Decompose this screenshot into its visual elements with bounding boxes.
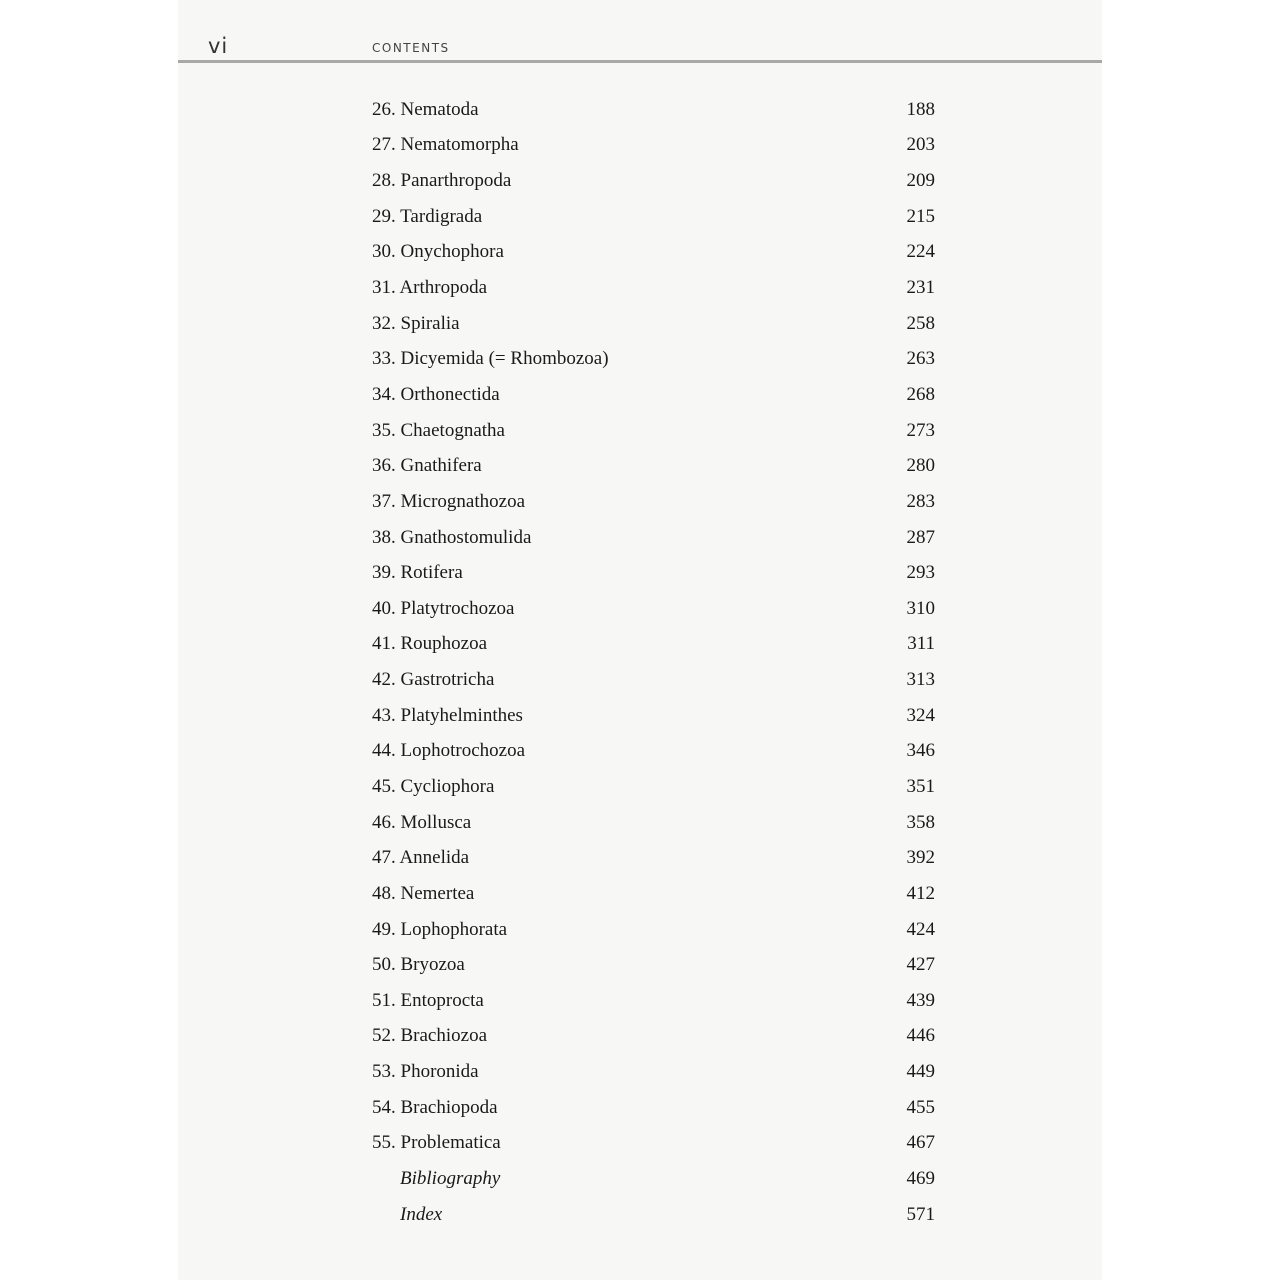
toc-entry-page: 209 bbox=[906, 170, 935, 192]
toc-entry bbox=[372, 662, 937, 698]
toc-entry-page: 283 bbox=[906, 490, 935, 512]
toc-entry-title: 37. Micrognathozoa bbox=[372, 490, 526, 512]
toc-entry-page: 263 bbox=[906, 348, 935, 370]
toc-entry bbox=[372, 341, 937, 377]
toc-entry-title: 42. Gastrotricha bbox=[372, 669, 495, 691]
toc-entry-page: 215 bbox=[906, 205, 935, 227]
toc-entry bbox=[372, 769, 937, 805]
toc-entry-title: 46. Mollusca bbox=[372, 811, 472, 833]
toc-entry-page: 469 bbox=[906, 1168, 935, 1190]
toc-entry-page: 351 bbox=[906, 775, 935, 797]
toc-entry bbox=[372, 413, 937, 449]
toc-entry-page: 439 bbox=[906, 989, 935, 1011]
toc-entry-title: 38. Gnathostomulida bbox=[372, 526, 532, 548]
toc-entry bbox=[372, 591, 937, 627]
toc-entry-title: 39. Rotifera bbox=[372, 562, 463, 584]
toc-entry-title: 36. Gnathifera bbox=[372, 455, 482, 477]
toc-entry bbox=[372, 1019, 937, 1055]
toc-entry-page: 287 bbox=[906, 526, 935, 548]
toc-entry-page: 311 bbox=[907, 633, 935, 655]
toc-entry bbox=[372, 235, 937, 271]
toc-entry-page: 449 bbox=[906, 1061, 935, 1083]
toc-entry-page: 346 bbox=[906, 740, 935, 762]
toc-entry bbox=[372, 484, 937, 520]
toc-entry-title: 41. Rouphozoa bbox=[372, 633, 488, 655]
toc-entry bbox=[372, 876, 937, 912]
toc-entry-title: 54. Brachiopoda bbox=[372, 1096, 498, 1118]
page-header bbox=[178, 30, 1102, 64]
toc-entry-page: 310 bbox=[906, 597, 935, 619]
toc-entry-title: 28. Panarthropoda bbox=[372, 170, 512, 192]
toc-entry-page: 258 bbox=[906, 312, 935, 334]
toc-entry-title: 34. Orthonectida bbox=[372, 383, 500, 405]
toc-entry-title: 51. Entoprocta bbox=[372, 989, 484, 1011]
toc-entry bbox=[372, 92, 937, 128]
toc-entry-title: 35. Chaetognatha bbox=[372, 419, 505, 441]
toc-entry-title: 27. Nematomorpha bbox=[372, 134, 519, 156]
toc-entry-title: 30. Onychophora bbox=[372, 241, 504, 263]
toc-entry bbox=[372, 912, 937, 948]
toc-entry-page: 424 bbox=[906, 918, 935, 940]
toc-entry bbox=[372, 627, 937, 663]
toc-entry-title: 31. Arthropoda bbox=[372, 277, 488, 299]
toc-entry bbox=[372, 377, 937, 413]
toc-entry bbox=[372, 805, 937, 841]
toc-entry-title: 45. Cycliophora bbox=[372, 775, 495, 797]
toc-entry-title: 44. Lophotrochozoa bbox=[372, 740, 526, 762]
toc-entry-page: 188 bbox=[906, 98, 935, 120]
toc-entry-page: 467 bbox=[906, 1132, 935, 1154]
page-folio: vi bbox=[208, 34, 229, 58]
toc-entry-page: 412 bbox=[906, 882, 935, 904]
toc-entry bbox=[372, 947, 937, 983]
running-head: CONTENTS bbox=[372, 41, 450, 55]
toc-entry bbox=[372, 163, 937, 199]
toc-entry-page: 358 bbox=[906, 811, 935, 833]
toc-entry-page: 455 bbox=[906, 1096, 935, 1118]
toc-entry-page: 273 bbox=[906, 419, 935, 441]
toc-entry bbox=[372, 734, 937, 770]
toc-entry-page: 313 bbox=[906, 669, 935, 691]
toc-entry bbox=[372, 306, 937, 342]
toc-entry bbox=[372, 270, 937, 306]
toc-entry-title: 47. Annelida bbox=[372, 847, 470, 869]
toc-entry-page: 268 bbox=[906, 383, 935, 405]
toc-entry-page: 446 bbox=[906, 1025, 935, 1047]
toc-entry-page: 203 bbox=[906, 134, 935, 156]
toc-entry-title: 32. Spiralia bbox=[372, 312, 460, 334]
toc-entry-title: 29. Tardigrada bbox=[372, 205, 483, 227]
toc-entry-page: 392 bbox=[906, 847, 935, 869]
toc-entry bbox=[372, 698, 937, 734]
toc-entry-page: 571 bbox=[906, 1203, 935, 1225]
toc-entry-title: Index bbox=[400, 1203, 443, 1225]
toc-entry-page: 280 bbox=[906, 455, 935, 477]
toc-entry bbox=[372, 1197, 937, 1233]
toc-entry-page: 224 bbox=[906, 241, 935, 263]
toc-entry-title: 48. Nemertea bbox=[372, 882, 475, 904]
toc-entry-title: 55. Problematica bbox=[372, 1132, 501, 1154]
toc-entry-title: 53. Phoronida bbox=[372, 1061, 479, 1083]
toc-entry-page: 293 bbox=[906, 562, 935, 584]
toc-entry bbox=[372, 840, 937, 876]
toc-entry bbox=[372, 199, 937, 235]
toc-entry bbox=[372, 128, 937, 164]
toc-entry-title: Bibliography bbox=[400, 1168, 501, 1190]
toc-entry-title: 50. Bryozoa bbox=[372, 954, 465, 976]
toc-entry-title: 49. Lophophorata bbox=[372, 918, 508, 940]
toc-entry-title: 43. Platyhelminthes bbox=[372, 704, 523, 726]
toc-entry bbox=[372, 1054, 937, 1090]
toc-entry bbox=[372, 520, 937, 556]
toc-entry bbox=[372, 983, 937, 1019]
toc-entry-page: 427 bbox=[906, 954, 935, 976]
header-rule bbox=[178, 60, 1102, 63]
toc-entry-title: 52. Brachiozoa bbox=[372, 1025, 488, 1047]
toc-entry-title: 40. Platytrochozoa bbox=[372, 597, 515, 619]
table-of-contents bbox=[372, 92, 937, 1233]
toc-entry bbox=[372, 555, 937, 591]
toc-entry-title: 33. Dicyemida (= Rhombozoa) bbox=[372, 348, 609, 370]
toc-entry bbox=[372, 448, 937, 484]
toc-entry bbox=[372, 1126, 937, 1162]
toc-entry bbox=[372, 1161, 937, 1197]
toc-entry-page: 324 bbox=[906, 704, 935, 726]
toc-entry-page: 231 bbox=[906, 277, 935, 299]
toc-entry-title: 26. Nematoda bbox=[372, 98, 479, 120]
toc-entry bbox=[372, 1090, 937, 1126]
